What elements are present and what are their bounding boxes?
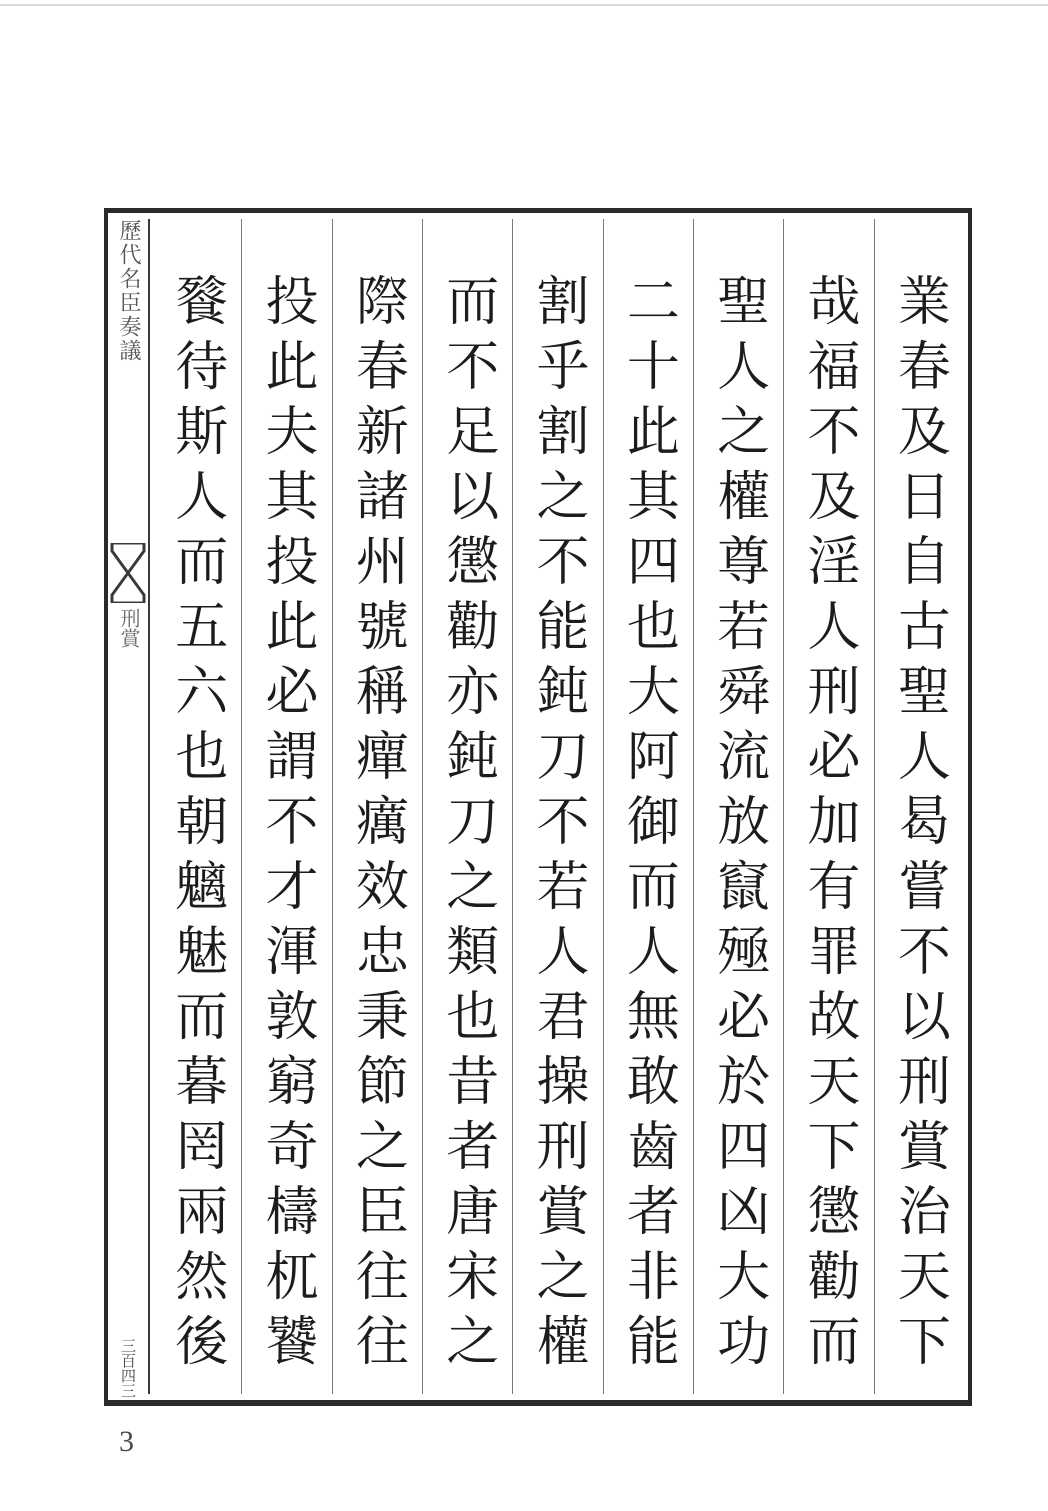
- text-area: [148, 219, 964, 1394]
- column-text: 餮待斯人而五六也朝魑魅而暮罔兩然後: [166, 273, 228, 1378]
- text-column: [693, 219, 783, 1394]
- woodblock-page-frame: [104, 208, 972, 1406]
- column-text: 而不足以懲勸亦鈍刀之類也昔者唐宋之: [437, 273, 499, 1378]
- column-text: 聖人之權尊若舜流放竄殛必於四凶大功: [708, 273, 770, 1378]
- column-text: 二十此其四也大阿御而人無敢齒者非能: [618, 273, 680, 1378]
- column-text: 投此夫其投此必謂不才渾敦窮奇檮杌饕: [257, 273, 319, 1378]
- block-margin-spine: [108, 213, 148, 1400]
- page-number: 3: [119, 1425, 134, 1458]
- text-columns: [152, 219, 964, 1394]
- spine-leaf-number: 三百四三: [119, 1338, 137, 1398]
- column-text: 割乎割之不能鈍刀不若人君操刑賞之權: [528, 273, 590, 1378]
- spine-section-title: 刑賞: [117, 608, 141, 648]
- text-column: [332, 219, 422, 1394]
- column-text: 際春新諸州號稱癉癘效忠秉節之臣往往: [347, 273, 409, 1378]
- text-column: [512, 219, 602, 1394]
- column-text: 哉福不及淫人刑必加有罪故天下懲勸而: [799, 273, 860, 1378]
- text-column: [152, 219, 241, 1394]
- text-column: [241, 219, 331, 1394]
- text-column: [874, 219, 964, 1394]
- text-column: [783, 219, 873, 1394]
- column-text: 業春及日自古聖人曷嘗不以刑賞治天下: [889, 273, 951, 1378]
- text-column: [603, 219, 693, 1394]
- spine-book-title: 歷代名臣奏議: [116, 219, 141, 363]
- fish-tail-mark-icon: [108, 543, 148, 603]
- text-column: [422, 219, 512, 1394]
- scan-top-edge: [0, 4, 1048, 6]
